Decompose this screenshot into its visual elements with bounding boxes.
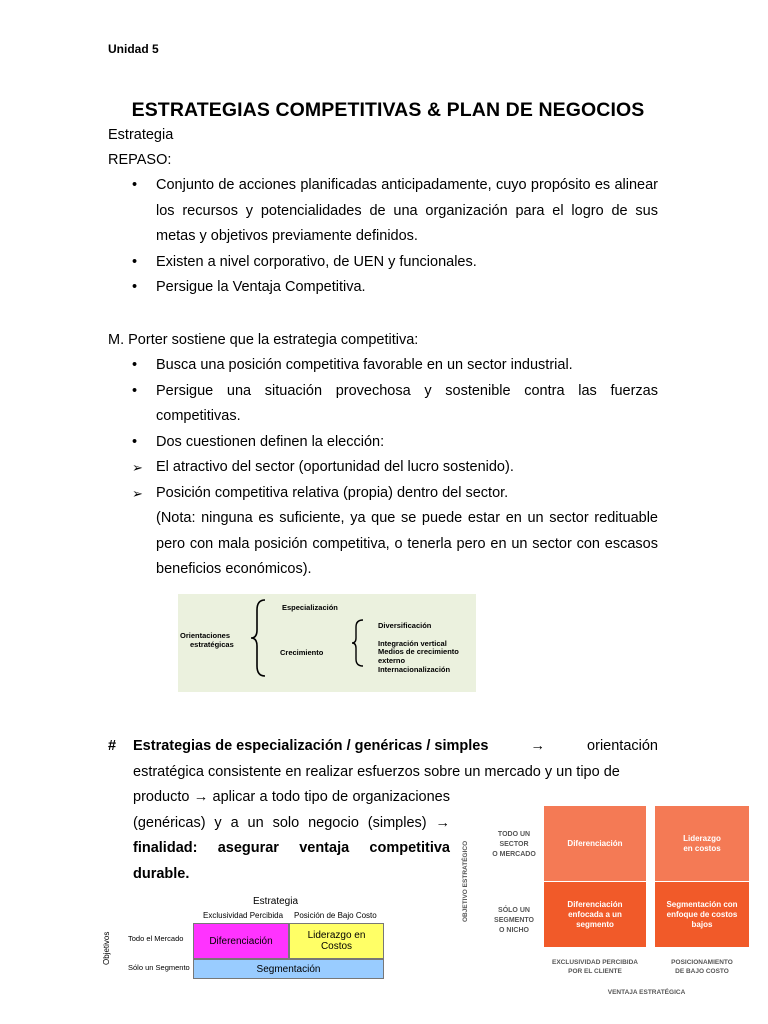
matrix-col1: EXCLUSIVIDAD PERCIBIDA POR EL CLIENTE — [552, 959, 638, 975]
brace-icon — [350, 618, 366, 668]
matrix-y-axis: OBJETIVO ESTRATÉGICO — [462, 840, 469, 922]
cell-diferenciacion: Diferenciación — [193, 923, 289, 959]
matrix-box-segmentacion: Segmentación con enfoque de costos bajos — [655, 882, 749, 947]
diagram-internacionalizacion: Internacionalización — [378, 665, 451, 674]
table-row1: Todo el Mercado — [128, 934, 184, 943]
bullet-icon: • — [132, 357, 138, 373]
list-item: ➢ El atractivo del sector (oportunidad del lucro sostenido). — [108, 455, 658, 481]
strategy-table — [102, 895, 393, 982]
cell-segmentacion: Segmentación — [193, 959, 384, 979]
porter-matrix — [462, 798, 762, 1008]
page-title: ESTRATEGIAS COMPETITIVAS & PLAN DE NEGOCIOS — [131, 99, 645, 121]
note-paragraph: (Nota: ninguna es suficiente, ya que se puede estar en un sector redituable pero con mala posición competitiva, o tenerla pero en un sector con escasos beneficios económicos). — [156, 510, 658, 577]
spec-second-line: estratégica consistente en realizar esfuerzos sobre un mercado y un tipo de — [133, 764, 620, 780]
bullet-icon: • — [132, 382, 138, 399]
orientaciones-diagram — [178, 594, 476, 692]
matrix-box-liderazgo: Liderazgo en costos — [655, 806, 749, 881]
repaso-list — [108, 173, 658, 301]
diagram-diversificacion: Diversificación — [378, 621, 432, 630]
diagram-integracion: Integración vertical — [378, 639, 447, 648]
table-col1: Exclusividad Percibida — [203, 911, 284, 920]
diagram-root-line2: estratégicas — [190, 640, 234, 649]
list-item: • Busca una posición competitiva favorable en un sector industrial. — [108, 353, 658, 379]
matrix-box-diferenciacion: Diferenciación — [544, 806, 646, 881]
matrix-box-diferenciacion-enfocada: Diferenciación enfocada a un segmento — [544, 882, 646, 947]
arrow-bullet-icon: ➢ — [132, 485, 143, 501]
brace-icon — [249, 598, 269, 678]
diagram-root-line1: Orientaciones — [180, 631, 231, 640]
diagram-especializacion: Especialización — [282, 603, 338, 612]
list-item: • Conjunto de acciones planificadas anticipadamente, cuyo propósito es alinear los recursos y potencialidades de una organización para el logro de sus metas y objetivos previamente definidos. — [108, 173, 658, 250]
table-header: Estrategia — [253, 896, 299, 907]
bullet-icon: • — [132, 279, 138, 295]
table-row2: Sólo un Segmento — [128, 963, 190, 972]
list-item: • Persigue una situación provechosa y sostenible contra las fuerzas competitivas. — [108, 379, 658, 430]
list-item: • Persigue la Ventaja Competitiva. — [108, 275, 658, 301]
matrix-col2: POSICIONAMIENTO DE BAJO COSTO — [671, 959, 733, 975]
bullet-icon: • — [132, 177, 138, 193]
diagram-medios2: externo — [378, 656, 406, 665]
bullet-icon: • — [132, 433, 138, 450]
bullet-icon: • — [132, 253, 138, 270]
cell-liderazgo: Liderazgo en Costos — [289, 923, 384, 959]
arrow-bullet-icon: ➢ — [132, 460, 143, 475]
spec-first-line: Estrategias de especialización / genéricas / simples → orientación — [133, 738, 658, 754]
porter-list — [108, 353, 658, 506]
table-col2: Posición de Bajo Costo — [294, 911, 377, 920]
hash-marker: # — [108, 738, 117, 754]
list-item: • Existen a nivel corporativo, de UEN y funcionales. — [108, 250, 658, 276]
matrix-x-axis: VENTAJA ESTRATÉGICA — [607, 989, 686, 996]
spec-paragraph: producto → aplicar a todo tipo de organizaciones (genéricas) y a un solo negocio (simples) → finalidad: asegurar ventaja competitiva durable. — [133, 789, 450, 882]
matrix-row1: TODO UN SECTOR O MERCADO — [492, 831, 536, 858]
diagram-crecimiento: Crecimiento — [280, 648, 324, 657]
porter-intro: M. Porter sostiene que la estrategia competitiva: — [108, 332, 419, 348]
matrix-row2: SÓLO UN SEGMENTO O NICHO — [494, 907, 534, 934]
section-label: Estrategia — [108, 127, 174, 143]
unit-header: Unidad 5 — [108, 42, 159, 56]
table-axis: Objetivos — [102, 931, 111, 965]
diagram-medios1: Medios de crecimiento — [378, 647, 459, 656]
list-item: ➢ Posición competitiva relativa (propia) dentro del sector. — [108, 481, 658, 507]
list-item: • Dos cuestionen definen la elección: — [108, 430, 658, 456]
repaso-label: REPASO: — [108, 152, 172, 168]
